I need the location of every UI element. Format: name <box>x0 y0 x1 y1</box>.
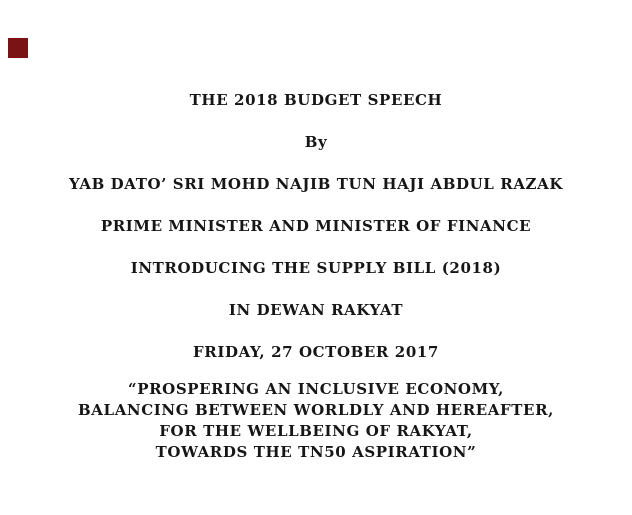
theme-quote-line: “PROSPERING AN INCLUSIVE ECONOMY, <box>127 380 504 398</box>
theme-quote-line: BALANCING BETWEEN WORLDLY AND HEREAFTER, <box>78 401 554 419</box>
author-name: YAB DATO’ SRI MOHD NAJIB TUN HAJI ABDUL RAZAK <box>69 175 563 193</box>
venue-line: IN DEWAN RAKYAT <box>228 301 404 319</box>
theme-quote <box>0 379 632 463</box>
date-line: FRIDAY, 27 OCTOBER 2017 <box>193 343 439 361</box>
byline: By <box>304 133 328 151</box>
theme-quote-line: FOR THE WELLBEING OF RAKYAT, <box>159 422 473 440</box>
author-position: PRIME MINISTER AND MINISTER OF FINANCE <box>100 217 532 235</box>
occasion-line: INTRODUCING THE SUPPLY BILL (2018) <box>130 259 502 277</box>
theme-quote-line: TOWARDS THE TN50 ASPIRATION” <box>155 443 477 461</box>
document-title: THE 2018 BUDGET SPEECH <box>189 91 443 109</box>
